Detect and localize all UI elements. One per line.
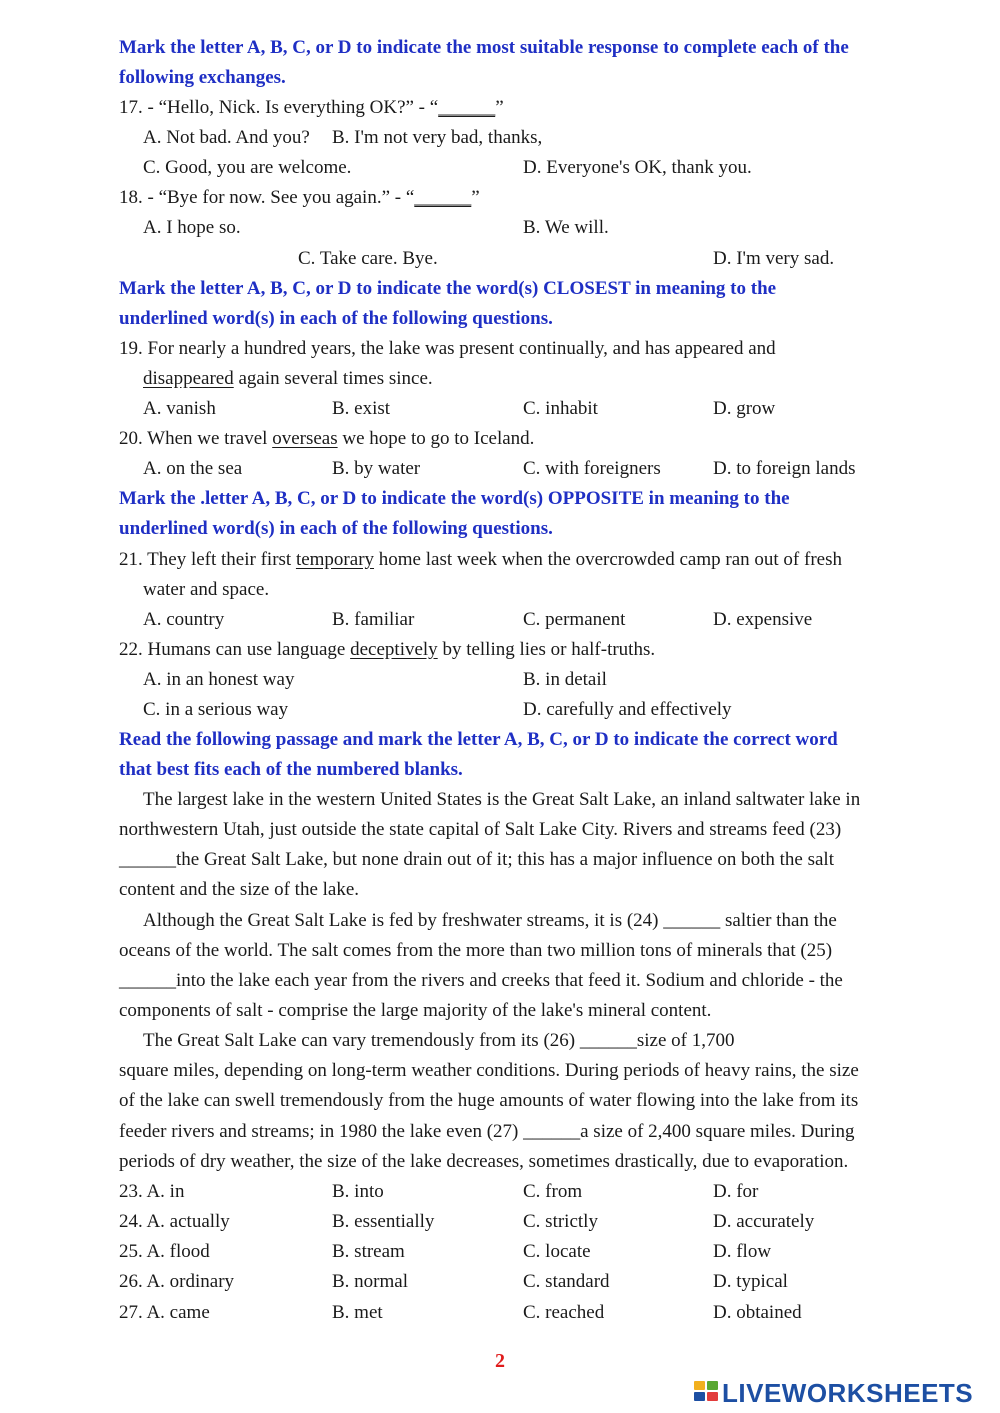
passage-p3-line-5: periods of dry weather, the size of the lake decreases, sometimes drastically, due to evaporation. xyxy=(119,1151,849,1172)
liveworksheets-logo-icon xyxy=(694,1379,720,1408)
q18-blank[interactable]: ______ xyxy=(414,187,472,208)
q17-stem-close: ” xyxy=(495,97,504,118)
q17-blank[interactable]: ______ xyxy=(438,97,496,118)
q27-option-d[interactable]: D. obtained xyxy=(713,1302,802,1323)
q19-option-d[interactable]: D. grow xyxy=(713,398,776,419)
passage-p1-line-3 xyxy=(119,847,834,873)
q18-option-a[interactable]: A. I hope so. xyxy=(143,217,241,238)
q18-stem-text: 18. - “Bye for now. See you again.” - “ xyxy=(119,187,415,208)
q27-option-b[interactable]: B. met xyxy=(332,1302,383,1323)
question-18-stem xyxy=(119,185,480,211)
question-19-line-2 xyxy=(143,366,433,392)
q20-option-a[interactable]: A. on the sea xyxy=(143,458,243,479)
passage-p1-line-3-rest: the Great Salt Lake, but none drain out of it; this has a major influence on both the salt xyxy=(176,849,834,870)
passage-p3-line-1 xyxy=(143,1028,734,1054)
q24-option-a[interactable]: 24. A. actually xyxy=(119,1211,230,1232)
question-20-stem xyxy=(119,426,534,452)
instruction-2-line-1: Mark the letter A, B, C, or D to indicate the word(s) CLOSEST in meaning to the xyxy=(119,278,777,299)
passage-p3-line-1-b: size of 1,700 xyxy=(636,1030,735,1051)
page-number: 2 xyxy=(495,1350,505,1372)
blank-27[interactable]: ______ xyxy=(523,1121,581,1142)
q20-after: we hope to go to Iceland. xyxy=(337,428,535,449)
passage-p3-line-4-a: feeder rivers and streams; in 1980 the lake even (27) xyxy=(119,1121,524,1142)
q18-option-d[interactable]: D. I'm very sad. xyxy=(713,248,835,269)
blank-24[interactable]: ______ xyxy=(663,910,721,931)
q21-option-b[interactable]: B. familiar xyxy=(332,609,415,630)
blank-23[interactable]: ______ xyxy=(119,849,176,870)
q24-option-d[interactable]: D. accurately xyxy=(713,1211,815,1232)
q17-option-d[interactable]: D. Everyone's OK, thank you. xyxy=(523,157,752,178)
blank-25[interactable]: ______ xyxy=(119,970,176,991)
q20-option-c[interactable]: C. with foreigners xyxy=(523,458,661,479)
instruction-1-line-1: Mark the letter A, B, C, or D to indicate the most suitable response to complete each of the xyxy=(119,37,849,58)
q19-option-b[interactable]: B. exist xyxy=(332,398,391,419)
q18-stem-close: ” xyxy=(471,187,480,208)
q18-option-b[interactable]: B. We will. xyxy=(523,217,609,238)
q23-option-a[interactable]: 23. A. in xyxy=(119,1181,185,1202)
q25-option-b[interactable]: B. stream xyxy=(332,1241,405,1262)
q22-option-d[interactable]: D. carefully and effectively xyxy=(523,699,732,720)
liveworksheets-logo-text: LIVEWORKSHEETS xyxy=(722,1378,974,1408)
passage-p3-line-1-a: The Great Salt Lake can vary tremendously from its (26) xyxy=(143,1030,580,1051)
passage-p1-line-1: The largest lake in the western United States is the Great Salt Lake, an inland saltwater lake in xyxy=(143,789,861,810)
q20-underlined-word: overseas xyxy=(272,428,338,449)
q21-option-d[interactable]: D. expensive xyxy=(713,609,813,630)
passage-p2-line-1 xyxy=(143,908,837,934)
q23-option-c[interactable]: C. from xyxy=(523,1181,583,1202)
q25-option-c[interactable]: C. locate xyxy=(523,1241,591,1262)
q21-option-c[interactable]: C. permanent xyxy=(523,609,626,630)
q22-option-c[interactable]: C. in a serious way xyxy=(143,699,289,720)
question-21-line-1 xyxy=(119,547,842,573)
passage-p2-line-3-rest: into the lake each year from the rivers and creeks that feed it. Sodium and chloride - the xyxy=(176,970,843,991)
q27-option-c[interactable]: C. reached xyxy=(523,1302,605,1323)
q21-after: home last week when the overcrowded camp ran out of fresh xyxy=(374,549,842,570)
q17-option-c[interactable]: C. Good, you are welcome. xyxy=(143,157,352,178)
question-21-line-2: water and space. xyxy=(143,579,270,600)
q22-before: 22. Humans can use language xyxy=(119,639,351,660)
instruction-2-line-2: underlined word(s) in each of the following questions. xyxy=(119,308,553,329)
q21-underlined-word: temporary xyxy=(295,549,375,570)
question-19-line-1: 19. For nearly a hundred years, the lake was present continually, and has appeared and xyxy=(119,338,776,359)
q26-option-c[interactable]: C. standard xyxy=(523,1271,610,1292)
passage-p3-line-4 xyxy=(119,1119,855,1145)
instruction-3-line-1: Mark the .letter A, B, C, or D to indicate the word(s) OPPOSITE in meaning to the xyxy=(119,488,790,509)
q26-option-d[interactable]: D. typical xyxy=(713,1271,788,1292)
q24-option-c[interactable]: C. strictly xyxy=(523,1211,598,1232)
instruction-4-line-2: that best fits each of the numbered blanks. xyxy=(119,759,463,780)
q20-before: 20. When we travel xyxy=(119,428,273,449)
passage-p3-line-4-b: a size of 2,400 square miles. During xyxy=(580,1121,855,1142)
question-17-stem xyxy=(119,95,504,121)
q20-option-d[interactable]: D. to foreign lands xyxy=(713,458,856,479)
q22-underlined-word: deceptively xyxy=(350,639,438,660)
instruction-1-line-2: following exchanges. xyxy=(119,67,286,88)
q19-line-2-rest: again several times since. xyxy=(233,368,433,389)
passage-p2-line-4: components of salt - comprise the large majority of the lake's mineral content. xyxy=(119,1000,712,1021)
q17-option-a[interactable]: A. Not bad. And you? xyxy=(143,127,310,148)
passage-p2-line-1-a: Although the Great Salt Lake is fed by freshwater streams, it is (24) xyxy=(143,910,664,931)
question-22-stem xyxy=(119,637,655,663)
passage-p2-line-2: oceans of the world. The salt comes from the more than two million tons of minerals that (25) xyxy=(119,940,833,961)
instruction-4-line-1: Read the following passage and mark the letter A, B, C, or D to indicate the correct word xyxy=(119,729,838,750)
q19-option-a[interactable]: A. vanish xyxy=(143,398,216,419)
q26-option-a[interactable]: 26. A. ordinary xyxy=(119,1271,235,1292)
q18-option-c[interactable]: C. Take care. Bye. xyxy=(298,248,438,269)
q17-stem-text: 17. - “Hello, Nick. Is everything OK?” - “ xyxy=(119,97,439,118)
instruction-3-line-2: underlined word(s) in each of the following questions. xyxy=(119,518,553,539)
q21-option-a[interactable]: A. country xyxy=(143,609,225,630)
q20-option-b[interactable]: B. by water xyxy=(332,458,421,479)
passage-p1-line-4: content and the size of the lake. xyxy=(119,879,360,900)
q26-option-b[interactable]: B. normal xyxy=(332,1271,408,1292)
q23-option-d[interactable]: D. for xyxy=(713,1181,759,1202)
blank-26[interactable]: ______ xyxy=(579,1030,637,1051)
q17-option-b[interactable]: B. I'm not very bad, thanks, xyxy=(332,127,543,148)
q27-option-a[interactable]: 27. A. came xyxy=(119,1302,210,1323)
passage-p3-line-2: square miles, depending on long-term weather conditions. During periods of heavy rains, the size xyxy=(119,1060,859,1081)
q25-option-d[interactable]: D. flow xyxy=(713,1241,772,1262)
q22-option-b[interactable]: B. in detail xyxy=(523,669,607,690)
q21-before: 21. They left their first xyxy=(119,549,296,570)
liveworksheets-logo[interactable] xyxy=(694,1378,973,1409)
q22-option-a[interactable]: A. in an honest way xyxy=(143,669,295,690)
passage-p1-line-2: northwestern Utah, just outside the state capital of Salt Lake City. Rivers and streams feed (23) xyxy=(119,819,842,840)
q23-option-b[interactable]: B. into xyxy=(332,1181,384,1202)
q22-after: by telling lies or half-truths. xyxy=(437,639,656,660)
q25-option-a[interactable]: 25. A. flood xyxy=(119,1241,210,1262)
q19-underlined-word: disappeared xyxy=(143,368,234,389)
passage-p2-line-3 xyxy=(119,968,843,994)
passage-p2-line-1-b: saltier than the xyxy=(720,910,837,931)
q19-option-c[interactable]: C. inhabit xyxy=(523,398,598,419)
q24-option-b[interactable]: B. essentially xyxy=(332,1211,435,1232)
passage-p3-line-3: of the lake can swell tremendously from the huge amounts of water flowing into the lake from its xyxy=(119,1090,859,1111)
